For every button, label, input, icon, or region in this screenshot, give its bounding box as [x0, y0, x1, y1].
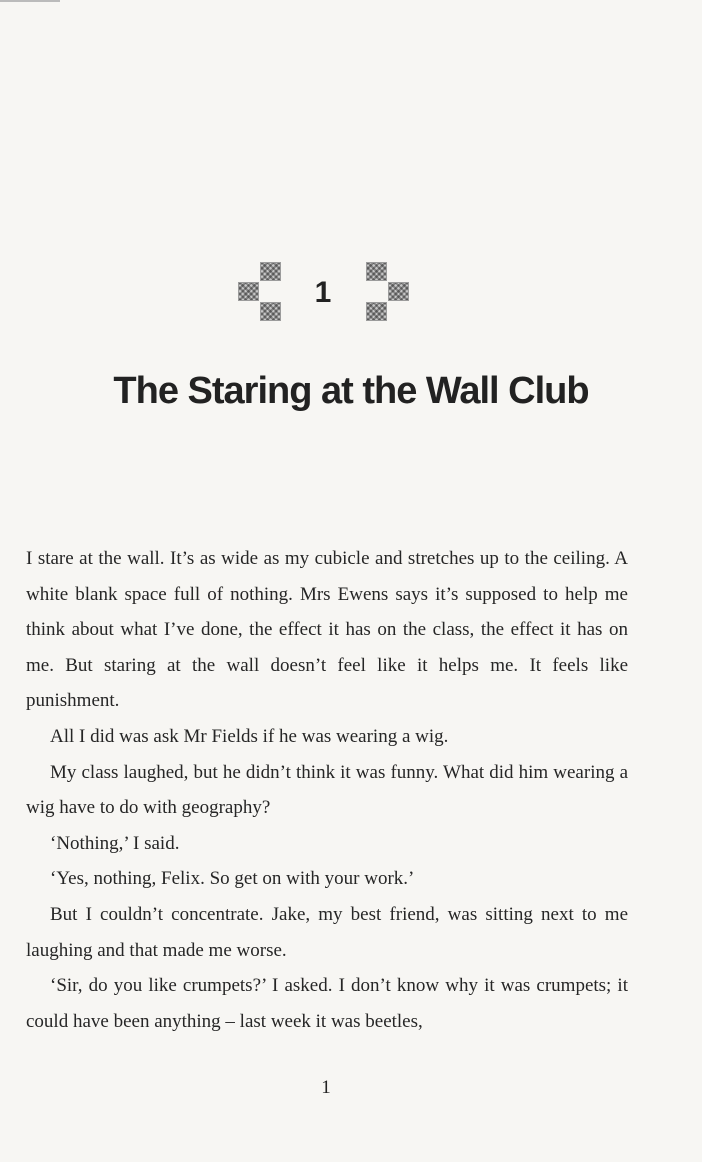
- checker-square: [388, 282, 409, 301]
- chapter-heading-ornament: [0, 262, 702, 324]
- body-paragraph: All I did was ask Mr Fields if he was wearing a wig.: [50, 725, 449, 747]
- checker-square: [238, 282, 259, 301]
- body-paragraph: ‘Sir, do you like crumpets?’ I asked. I don’t know why it was crumpets; it could have been anything – last week it was beetles,: [26, 975, 628, 1032]
- chapter-body: [26, 541, 628, 1039]
- body-paragraph: I stare at the wall. It’s as wide as my cubicle and stretches up to the ceiling. A white blank space full of nothing. Mrs Ewens says it’s supposed to help me think about what I’ve done, the effect it has on the class, the effect it has on me. But staring at the wall doesn’t feel like it helps me. It feels like punishment.: [26, 548, 628, 712]
- chapter-number: 1: [314, 276, 332, 309]
- checker-square: [260, 262, 281, 281]
- right-checker-ornament: [362, 262, 422, 322]
- checker-square: [260, 302, 281, 321]
- checker-square: [366, 262, 387, 281]
- page-top-edge: [0, 0, 60, 2]
- body-paragraph: ‘Nothing,’ I said.: [50, 832, 180, 854]
- chapter-title: The Staring at the Wall Club: [113, 370, 589, 412]
- page-number: 1: [321, 1077, 331, 1098]
- checker-square: [366, 302, 387, 321]
- body-paragraph: But I couldn’t concentrate. Jake, my best friend, was sitting next to me laughing and that made me worse.: [26, 903, 628, 961]
- body-paragraph: My class laughed, but he didn’t think it was funny. What did him wearing a wig have to do with geography?: [26, 761, 628, 819]
- left-checker-ornament: [236, 262, 296, 322]
- body-paragraph: ‘Yes, nothing, Felix. So get on with your work.’: [50, 868, 415, 890]
